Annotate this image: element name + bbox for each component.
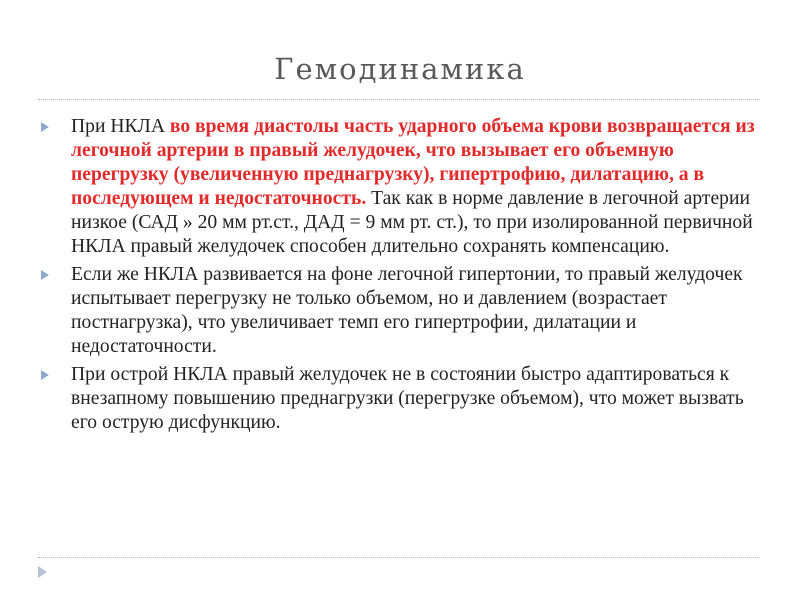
- bullet-list: [41, 115, 761, 439]
- bullet-text: [71, 115, 761, 259]
- bullet-lead-text: При НКЛА: [71, 116, 170, 137]
- slide-title: Гемодинамика: [274, 52, 526, 86]
- bullet-tail-text: Так как в норме давление в легочной артерии низкое (САД » 20 мм рт.ст., ДАД = 9 мм рт. ст.), то при изолированной первичной НКЛА правый желудочек способен длительно сохранять компенсацию.: [71, 188, 753, 257]
- triangle-bullet-icon: [41, 270, 49, 280]
- corner-triangle-icon: [38, 566, 47, 578]
- triangle-bullet-icon: [41, 370, 49, 380]
- title-divider: [38, 99, 760, 100]
- bullet-text: При острой НКЛА правый желудочек не в состоянии быстро адаптироваться к внезапному повышению преднагрузки (перегрузке объемом), что может вызвать его острую дисфункцию.: [71, 364, 744, 433]
- bullet-item: [41, 363, 761, 435]
- bullet-item: [41, 263, 761, 359]
- footer-divider: [38, 557, 760, 558]
- highlighted-text: во время диастолы часть ударного объема крови возвращается из легочной артерии в правый желудочек, что вызывает его объемную перегрузку (увеличенную преднагрузку), гипертрофию, дилатацию, а в последующем и недостаточность.: [71, 116, 755, 209]
- triangle-bullet-icon: [41, 122, 49, 132]
- bullet-item: [41, 115, 761, 259]
- bullet-text: Если же НКЛА развивается на фоне легочной гипертонии, то правый желудочек испытывает перегрузку не только объемом, но и давлением (возрастает постнагрузка), что увеличивает темп его гипертрофии, дилатации и недостаточности.: [71, 264, 743, 357]
